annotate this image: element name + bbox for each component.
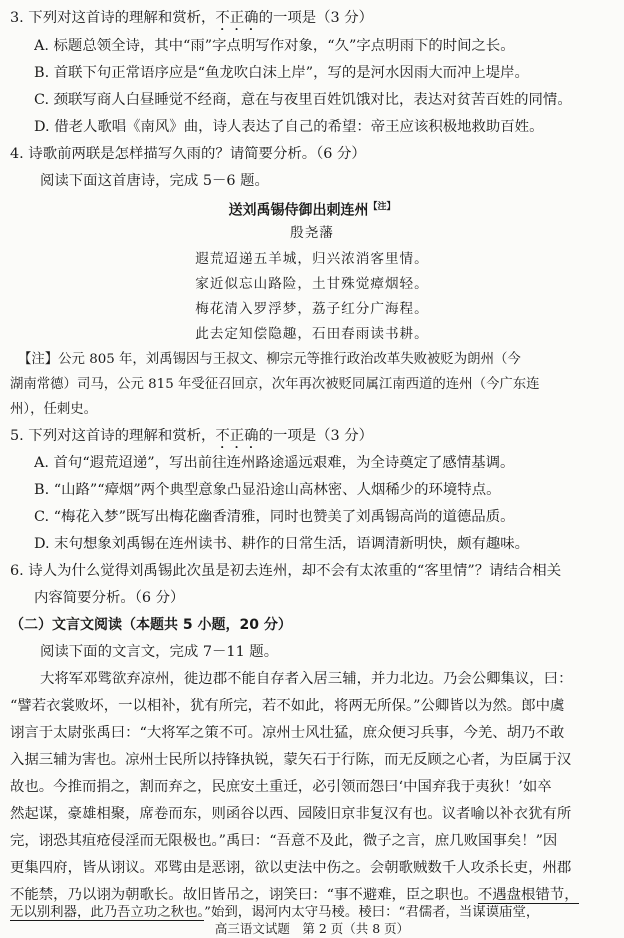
poem-title-text: 送刘禹锡侍御出刺连州 bbox=[228, 202, 369, 219]
q5-stem bbox=[10, 426, 606, 448]
q5-option-b: B. “山路”“瘴烟”两个典型意象凸显沿途山高林密、人烟稀少的环境特点。 bbox=[34, 482, 501, 498]
prose-line-5: 故也。今推而捐之，割而弃之，民庶安土重迁，必引领而怨曰‘中国弃我于夷狄！’如卒 bbox=[10, 779, 552, 795]
poem-line-3: 梅花清入罗浮梦，荔子红分广海程。 bbox=[195, 301, 429, 317]
poem-title-note: 【注】 bbox=[368, 202, 396, 212]
prose-line-1: 大将军邓骘欲弃凉州，徙边郡不能自存者入居三辅，并力北边。乃会公卿集议，曰： bbox=[40, 671, 573, 687]
q3-option-d: D. 借老人歌唱《南风》曲，诗人表达了自己的希望：帝王应该积极地救助百姓。 bbox=[34, 119, 544, 135]
poem-note-line-1: 【注】公元 805 年，刘禹锡因与王叔文、柳宗元等推行政治改革失败被贬为朗州（今 bbox=[18, 352, 521, 367]
q3-option-a: A. 标题总领全诗，其中“雨”字点明写作对象，“久”字点明雨下的时间之长。 bbox=[34, 38, 515, 54]
q3-stem-pre: 3. 下列对这首诗的理解和赏析， bbox=[10, 10, 216, 26]
q3-option-b: B. 首联下句正常语序应是“鱼龙吹白沫上岸”，写的是河水因雨大而冲上堤岸。 bbox=[34, 65, 529, 81]
prose-underlined-sentence-part-1: 不遇盘根错节， bbox=[477, 887, 579, 903]
poem-author: 殷尧藩 bbox=[290, 225, 334, 241]
prose-line-4: 入据三辅为害也。凉州士民所以持锋执锐，蒙矢石于行陈，而无反顾之心者，为臣属于汉 bbox=[10, 752, 572, 768]
q5-stem-emphasis: 不正确 bbox=[215, 428, 259, 444]
section-heading: （二）文言文阅读（本题共 5 小题，20 分） bbox=[10, 617, 292, 633]
prose-line-7: 完，诩恐其疽疮侵淫而无限极也。”禹曰：“吾意不及此，微子之言，庶几败国事矣！”因 bbox=[10, 833, 558, 849]
poem-instructions: 阅读下面这首唐诗，完成 5－6 题。 bbox=[40, 173, 269, 189]
q5-option-d: D. 末句想象刘禹锡在连州读书、耕作的日常生活，语调清新明快，颇有趣味。 bbox=[34, 536, 530, 552]
q6-stem-line-1: 6. 诗人为什么觉得刘禹锡此次虽是初去连州，却不会有太浓重的“客里情”？请结合相关 bbox=[10, 563, 562, 579]
poem-line-2: 家近似忘山路险，土甘殊觉瘴烟轻。 bbox=[195, 276, 429, 292]
prose-underlined-sentence-part-2: 无以别利器，此乃吾立功之秋也。 bbox=[10, 905, 205, 920]
prose-line-9-text: 不能禁，乃以诩为朝歌长。故旧皆吊之，诩笑曰：“事不避难，臣之职也。 bbox=[10, 887, 478, 903]
poem-title bbox=[0, 197, 624, 219]
prose-line-6: 然起谋，豪雄相聚，席卷而东，则函谷以西、园陵旧京非复汉有也。议者喻以补衣犹有所 bbox=[10, 806, 572, 822]
poem-note-line-2: 湖南常德）司马，公元 815 年受征召回京，次年再次被贬同属江南西道的连州（今广东连 bbox=[10, 377, 540, 392]
q5-option-a: A. 首句“遐荒迢递”，写出前往连州路途遥远艰难，为全诗奠定了感情基调。 bbox=[34, 455, 515, 471]
q3-stem-post: 的一项是（3 分） bbox=[258, 10, 374, 26]
page-footer: 高三语文试题 第 2 页（共 8 页） bbox=[214, 921, 410, 936]
q5-stem-post: 的一项是（3 分） bbox=[258, 428, 374, 444]
prose-line-9 bbox=[10, 885, 606, 906]
prose-instructions: 阅读下面的文言文，完成 7－11 题。 bbox=[40, 644, 279, 660]
q3-option-c: C. 颈联写商人白昼睡觉不经商，意在与夜里百姓饥饿对比，表达对贫苦百姓的同情。 bbox=[34, 92, 572, 108]
prose-line-10 bbox=[10, 905, 606, 922]
q3-stem-emphasis: 不正确 bbox=[215, 10, 259, 26]
q6-stem-line-2: 内容简要分析。（6 分） bbox=[34, 590, 185, 606]
prose-line-10-text: ”始到，谒河内太守马稜。稜曰：“君儒者，当谋谟庙堂， bbox=[204, 905, 540, 920]
q4-stem: 4. 诗歌前两联是怎样描写久雨的？请简要分析。（6 分） bbox=[10, 146, 366, 162]
prose-line-3: 诩言于太尉张禹曰：“大将军之策不可。凉州士风壮猛，庶众便习兵事，今羌、胡乃不敢 bbox=[10, 725, 565, 741]
q5-stem-pre: 5. 下列对这首诗的理解和赏析， bbox=[10, 428, 216, 444]
q3-stem bbox=[10, 8, 606, 30]
poem-note-line-3: 州），任刺史。 bbox=[10, 402, 98, 417]
prose-line-2: “譬若衣裳败坏，一以相补，犹有所完，若不如此，将两无所保。”公卿皆以为然。郎中虞 bbox=[10, 698, 565, 714]
poem-line-1: 遐荒迢递五羊城，归兴浓消客里情。 bbox=[195, 251, 429, 267]
poem-line-4: 此去定知偿隐趣，石田春雨读书耕。 bbox=[195, 326, 429, 342]
prose-line-8: 更集四府，皆从诩议。邓骘由是恶诩，欲以吏法中伤之。会朝歌贼数千人攻杀长吏，州郡 bbox=[10, 860, 572, 876]
q5-option-c: C. “梅花入梦”既写出梅花幽香清雅，同时也赞美了刘禹锡高尚的道德品质。 bbox=[34, 509, 515, 525]
